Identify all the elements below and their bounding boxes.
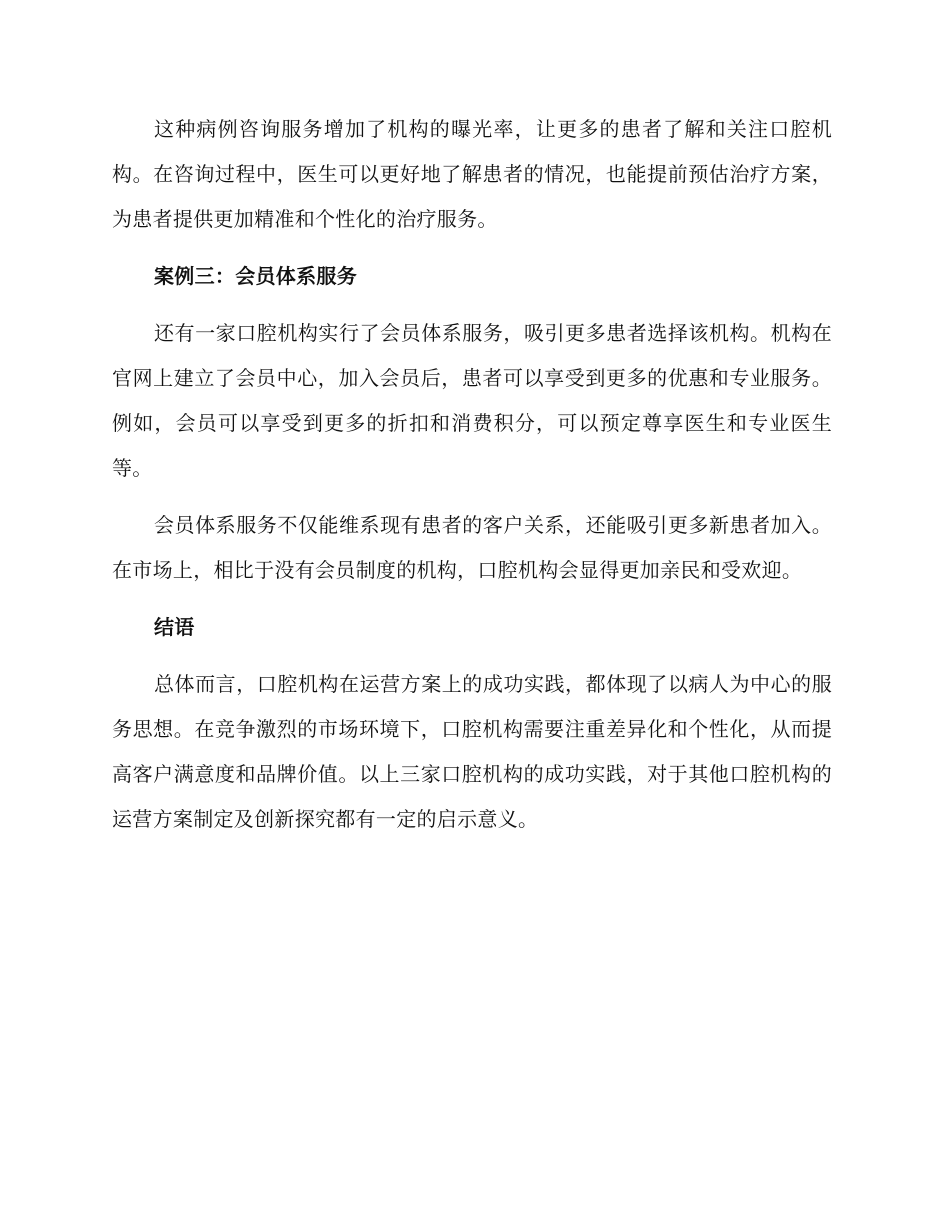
heading-case-three: 案例三：会员体系服务 — [154, 264, 357, 288]
heading-conclusion: 结语 — [154, 615, 195, 639]
paragraph-membership-service: 还有一家口腔机构实行了会员体系服务，吸引更多患者选择该机构。机构在官网上建立了会员中心，加入会员后，患者可以享受到更多的优惠和专业服务。例如，会员可以享受到更多的折扣和消费积分，可以预定尊享医生和专业医生等。 — [112, 321, 832, 480]
paragraph-consultation-benefits: 这种病例咨询服务增加了机构的曝光率，让更多的患者了解和关注口腔机构。在咨询过程中，医生可以更好地了解患者的情况，也能提前预估治疗方案，为患者提供更加精准和个性化的治疗服务。 — [112, 117, 832, 231]
paragraph-membership-benefits: 会员体系服务不仅能维系现有患者的客户关系，还能吸引更多新患者加入。在市场上，相比于没有会员制度的机构，口腔机构会显得更加亲民和受欢迎。 — [112, 513, 832, 582]
document-body — [112, 107, 832, 854]
paragraph-conclusion: 总体而言，口腔机构在运营方案上的成功实践，都体现了以病人为中心的服务思想。在竞争激烈的市场环境下，口腔机构需要注重差异化和个性化，从而提高客户满意度和品牌价值。以上三家口腔机构的成功实践，对于其他口腔机构的运营方案制定及创新探究都有一定的启示意义。 — [112, 672, 832, 831]
